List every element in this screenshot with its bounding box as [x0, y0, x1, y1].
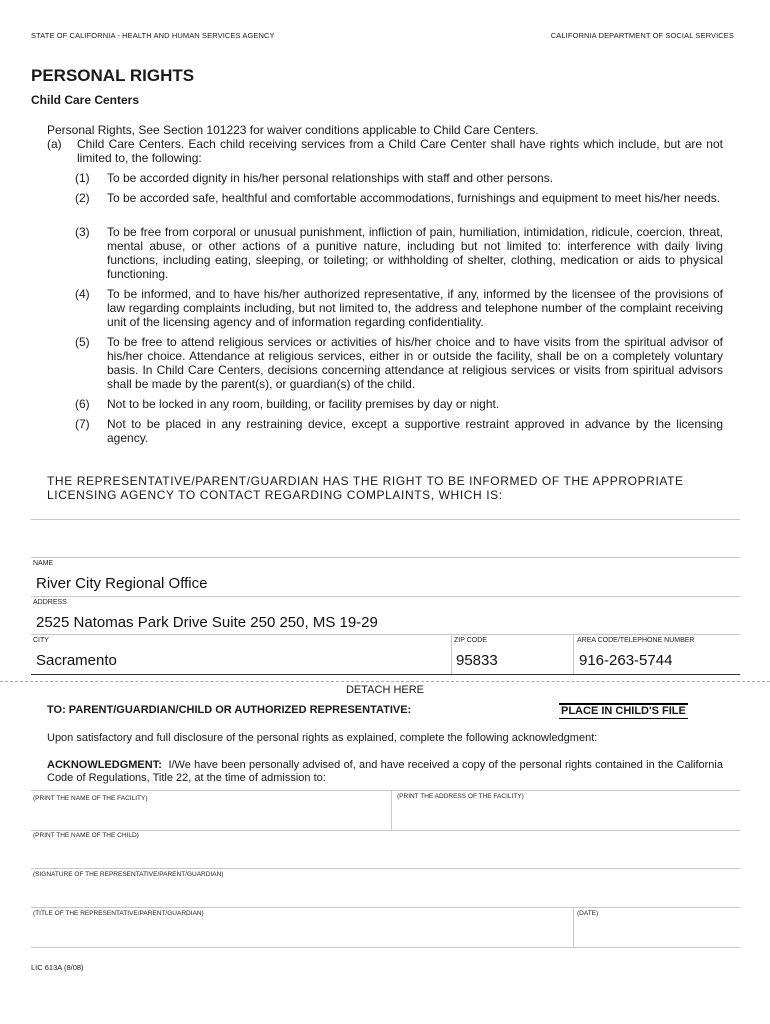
divider [31, 947, 740, 948]
divider [391, 790, 392, 830]
divider [573, 907, 574, 947]
facility-name-field[interactable]: (PRINT THE NAME OF THE FACILITY) [33, 795, 148, 802]
right-number: (6) [75, 397, 90, 411]
right-text: To be informed, and to have his/her authorized representative, if any, informed by the licensee of the provisions of law regarding complaints including, but not limited to, the address and telephone number of the complaint receiving unit of the licensing agency and of information regarding confidentiality. [107, 287, 723, 329]
agency-phone-field[interactable]: 916-263-5744 [579, 652, 673, 669]
divider [31, 596, 740, 597]
right-item-5 [75, 335, 723, 391]
agency-name-label: NAME [33, 560, 54, 567]
divider [31, 519, 740, 520]
agency-zip-label: ZIP CODE [454, 637, 487, 644]
right-number: (7) [75, 417, 90, 431]
page-subtitle: Child Care Centers [31, 93, 140, 107]
right-number: (2) [75, 191, 90, 205]
page-title: PERSONAL RIGHTS [31, 66, 195, 85]
agency-name-field[interactable]: River City Regional Office [36, 575, 208, 592]
divider [31, 674, 740, 675]
to-line: TO: PARENT/GUARDIAN/CHILD OR AUTHORIZED REPRESENTATIVE: [47, 704, 412, 716]
acknowledgment-label: ACKNOWLEDGMENT: [47, 759, 162, 771]
right-text: To be accorded dignity in his/her personal relationships with staff and other persons. [107, 171, 554, 185]
right-item-1 [75, 171, 723, 185]
agency-city-label: CITY [33, 637, 49, 644]
detach-line [0, 681, 770, 682]
right-item-6 [75, 397, 723, 411]
detach-here-label: DETACH HERE [345, 684, 425, 696]
agency-zip-field[interactable]: 95833 [456, 652, 498, 669]
disclosure-instruction: Upon satisfactory and full disclosure of the personal rights as explained, complete the following acknowledgment: [47, 732, 598, 744]
right-text: Not to be placed in any restraining device, except a supportive restraint approved in advance by the licensing agency. [107, 417, 723, 445]
right-item-2 [75, 191, 723, 205]
right-item-3 [75, 225, 723, 281]
right-number: (5) [75, 335, 90, 349]
right-item-7 [75, 417, 723, 445]
divider [31, 907, 740, 908]
complaint-notice: THE REPRESENTATIVE/PARENT/GUARDIAN HAS THE RIGHT TO BE INFORMED OF THE APPROPRIATE LICENSING AGENCY TO CONTACT REGARDING COMPLAINTS, WHICH IS: [47, 474, 684, 502]
section-a-label: (a) [47, 137, 62, 151]
header-department: CALIFORNIA DEPARTMENT OF SOCIAL SERVICES [550, 31, 734, 40]
intro-text: Personal Rights, See Section 101223 for waiver conditions applicable to Child Care Centers. [47, 123, 539, 137]
agency-address-label: ADDRESS [33, 599, 67, 606]
right-text: To be free from corporal or unusual punishment, infliction of pain, humiliation, intimidation, ridicule, coercion, threat, mental abuse, or other actions of a punitive nature, including but not limited to: interference with daily living functions, including eating, sleeping, or toileting; or withholding of shelter, clothing, medication or aids to physical functioning. [107, 225, 723, 281]
divider [31, 868, 740, 869]
signature-field[interactable]: (SIGNATURE OF THE REPRESENTATIVE/PARENT/GUARDIAN) [33, 871, 224, 878]
divider [31, 557, 740, 558]
right-item-4 [75, 287, 723, 329]
form-number: LIC 613A (8/08) [31, 963, 84, 972]
section-a [47, 137, 723, 165]
acknowledgment-body: I/We have been personally advised of, and have received a copy of the personal rights contained in the California Code of Regulations, Title 22, at the time of admission to: [47, 759, 723, 784]
divider [31, 634, 740, 635]
agency-phone-label: AREA CODE/TELEPHONE NUMBER [577, 637, 695, 644]
agency-address-field[interactable]: 2525 Natomas Park Drive Suite 250 250, MS 19-29 [36, 614, 378, 631]
right-text: To be accorded safe, healthful and comfortable accommodations, furnishings and equipment to meet his/her needs. [107, 191, 721, 205]
right-number: (3) [75, 225, 90, 239]
acknowledgment-text [47, 759, 723, 785]
child-name-field[interactable]: (PRINT THE NAME OF THE CHILD) [33, 832, 139, 839]
divider [31, 830, 740, 831]
divider [31, 790, 740, 791]
date-field[interactable]: (DATE) [577, 910, 599, 917]
right-text: Not to be locked in any room, building, or facility premises by day or night. [107, 397, 500, 411]
facility-address-field[interactable]: (PRINT THE ADDRESS OF THE FACILITY) [397, 793, 524, 800]
place-in-file-label: PLACE IN CHILD'S FILE [561, 705, 686, 717]
divider [451, 634, 452, 674]
right-number: (1) [75, 171, 90, 185]
section-a-text: Child Care Centers. Each child receiving services from a Child Care Center shall have rights which include, but are not limited to, the following: [77, 137, 723, 165]
right-number: (4) [75, 287, 90, 301]
divider [573, 634, 574, 674]
right-text: To be free to attend religious services or activities of his/her choice and to have visits from the spiritual advisor of his/her choice. Attendance at religious services, either in or outside the facility, shall be on a completely voluntary basis. In Child Care Centers, decisions concerning attendance at religious services or visits from spiritual advisors shall be made by the parent(s), or guardian(s) of the child. [107, 335, 723, 391]
representative-title-field[interactable]: (TITLE OF THE REPRESENTATIVE/PARENT/GUARDIAN) [33, 910, 204, 917]
agency-city-field[interactable]: Sacramento [36, 652, 117, 669]
header-agency: STATE OF CALIFORNIA - HEALTH AND HUMAN SERVICES AGENCY [31, 31, 275, 40]
